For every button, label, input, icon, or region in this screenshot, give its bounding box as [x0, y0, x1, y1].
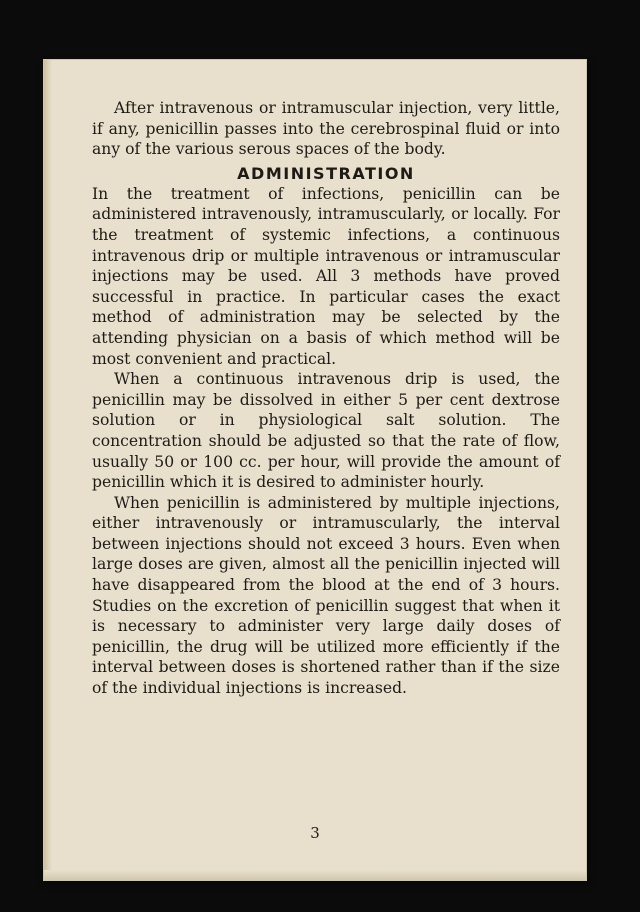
- intro-paragraph: After intravenous or intramuscular injection, very little, if any, penicillin passes into the cerebrospinal fluid or into any of the various serous spaces of the body.: [92, 99, 560, 159]
- body-text: [92, 98, 560, 699]
- paragraph-methods: In the treatment of infections, penicillin can be administered intravenously, intramuscularly, or locally. For the treatment of systemic infections, a continuous intravenous drip or multiple intravenous or intramuscular injections may be used. All 3 methods have proved successful in practice. In particular cases the exact method of administration may be selected by the attending physician on a basis of which method will be most convenient and practical.: [92, 184, 560, 368]
- paragraph-injections: When penicillin is administered by multiple injections, either intravenously or intramuscularly, the interval between injections should not exceed 3 hours. Even when large doses are given, almost all the penicillin injected will have disappeared from the blood at the end of 3 hours. Studies on the excretion of penicillin suggest that when it is necessary to administer very large daily doses of penicillin, the drug will be utilized more efficiently if the interval between doses is shortened rather than if the size of the individual injections is increased.: [92, 493, 560, 698]
- section-heading: ADMINISTRATION: [237, 163, 415, 183]
- booklet-page: [44, 60, 586, 880]
- page-number: 3: [310, 824, 320, 842]
- paragraph-drip: When a continuous intravenous drip is used, the penicillin may be dissolved in either 5 per cent dextrose solution or in physiological salt solution. The concentration should be adjusted so that the rate of flow, usually 50 or 100 cc. per hour, will provide the amount of penicillin which it is desired to administer hourly.: [92, 370, 560, 492]
